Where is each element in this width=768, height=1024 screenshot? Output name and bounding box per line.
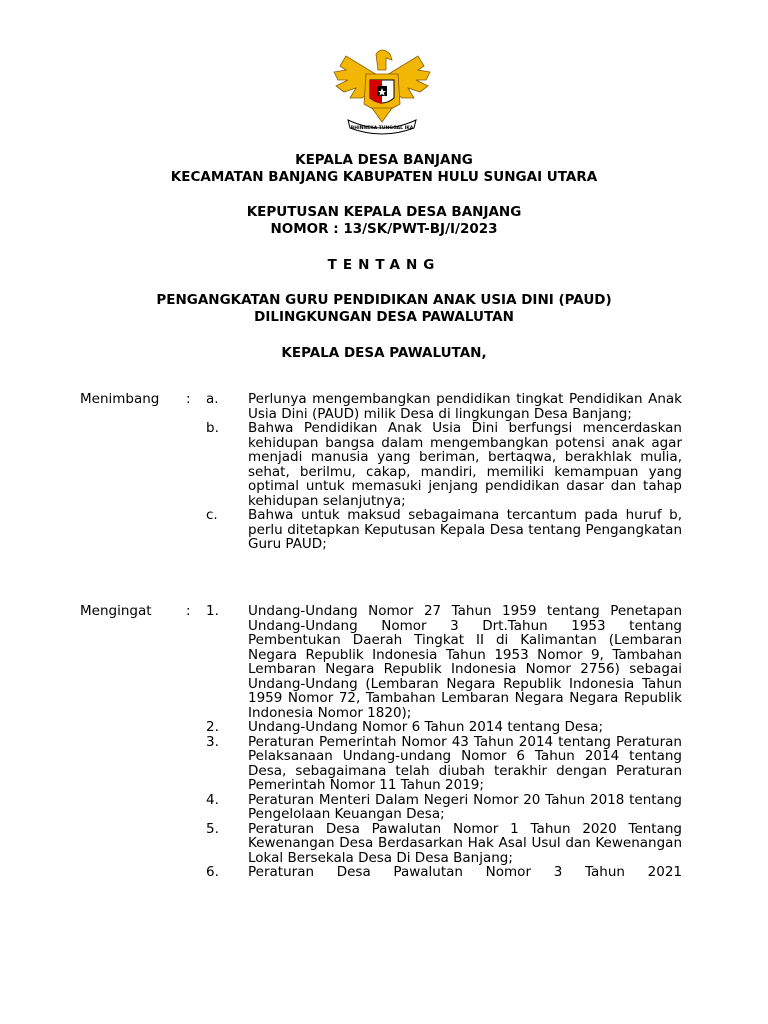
item-text: Perlunya mengembangkan pendidikan tingkat Pendidikan Anak Usia Dini (PAUD) milik Desa di lingkungan Desa Banjang; — [248, 391, 682, 422]
list-item — [80, 793, 682, 822]
item-number: a. — [206, 391, 219, 407]
item-text: Peraturan Desa Pawalutan Nomor 3 Tahun 2021 — [248, 864, 682, 880]
item-text: Bahwa untuk maksud sebagaimana tercantum pada huruf b, perlu ditetapkan Keputusan Kepala Desa tentang Pengangkatan Guru PAUD; — [248, 507, 682, 552]
list-item — [80, 392, 682, 421]
menimbang-colon: : — [186, 391, 191, 407]
item-number: 1. — [206, 603, 219, 619]
official-heading: KEPALA DESA PAWALUTAN, — [281, 345, 487, 361]
item-text: Peraturan Menteri Dalam Negeri Nomor 20 Tahun 2018 tentang Pengelolaan Keuangan Desa; — [248, 791, 682, 822]
decree-subject-line1: PENGANGKATAN GURU PENDIDIKAN ANAK USIA DINI (PAUD) — [156, 292, 612, 308]
tentang-heading: TENTANG — [327, 257, 441, 273]
list-item — [80, 865, 682, 880]
mengingat-label: Mengingat — [80, 603, 152, 619]
item-number: 4. — [206, 791, 219, 808]
list-item — [80, 720, 682, 735]
issuer-title: KEPALA DESA BANJANG — [295, 152, 473, 168]
decree-subject-line2: DILINGKUNGAN DESA PAWALUTAN — [254, 309, 514, 325]
list-item — [80, 822, 682, 866]
svg-text:BHINNEKA TUNGGAL IKA: BHINNEKA TUNGGAL IKA — [350, 126, 414, 131]
mengingat-colon: : — [186, 603, 191, 619]
menimbang-section — [80, 392, 682, 552]
item-number: 2. — [206, 719, 219, 735]
issuer-region: KECAMATAN BANJANG KABUPATEN HULU SUNGAI UTARA — [170, 169, 598, 185]
item-text: Undang-Undang Nomor 27 Tahun 1959 tentang Penetapan Undang-Undang Nomor 3 Drt.Tahun 1953 tentang Pembentukan Daerah Tingkat II di Kalimantan (Lembaran Negara Republik Indonesia Tahun 1953 Nomor 9, Tambahan Lembaran Negara Republik Indonesia Nomor 2756) sebagai Undang-Undang (Lembaran Negara Republik Indonesia Tahun 1959 Nomor 72, Tambahan Lembaran Negara Negara Republik Indonesia Nomor 1820); — [248, 603, 682, 721]
item-number: b. — [206, 420, 219, 436]
item-number: 3. — [206, 733, 219, 750]
item-number: c. — [206, 507, 218, 523]
item-number: 5. — [206, 820, 219, 837]
item-text: Bahwa Pendidikan Anak Usia Dini berfungsi mencerdaskan kehidupan bangsa dalam mengembangkan potensi anak agar menjadi manusia yang beriman, bertaqwa, berakhlak mulia, sehat, berilmu, cakap, mandiri, memiliki kemampuan yang optimal untuk memasuki jenjang pendidikan dasar dan tahap kehidupan selanjutnya; — [248, 420, 682, 509]
mengingat-section — [80, 604, 682, 880]
decree-number: NOMOR : 13/SK/PWT-BJ/I/2023 — [270, 221, 498, 237]
list-item — [80, 421, 682, 508]
item-text: Undang-Undang Nomor 6 Tahun 2014 tentang Desa; — [248, 719, 604, 735]
list-item — [80, 604, 682, 720]
list-item — [80, 508, 682, 552]
item-number: 6. — [206, 864, 219, 880]
garuda-pancasila-emblem — [326, 48, 438, 136]
item-text: Peraturan Pemerintah Nomor 43 Tahun 2014 tentang Peraturan Pelaksanaan Undang-undang Nomor 6 Tahun 2014 tentang Desa, sebagaimana telah diubah terakhir dengan Peraturan Pemerintah Nomor 11 Tahun 2019; — [248, 733, 682, 793]
list-item — [80, 735, 682, 793]
menimbang-label: Menimbang — [80, 391, 160, 407]
item-text: Peraturan Desa Pawalutan Nomor 1 Tahun 2020 Tentang Kewenangan Desa Berdasarkan Hak Asal Usul dan Kewenangan Lokal Bersekala Desa Di Desa Banjang; — [248, 820, 682, 866]
decree-title: KEPUTUSAN KEPALA DESA BANJANG — [246, 204, 522, 220]
